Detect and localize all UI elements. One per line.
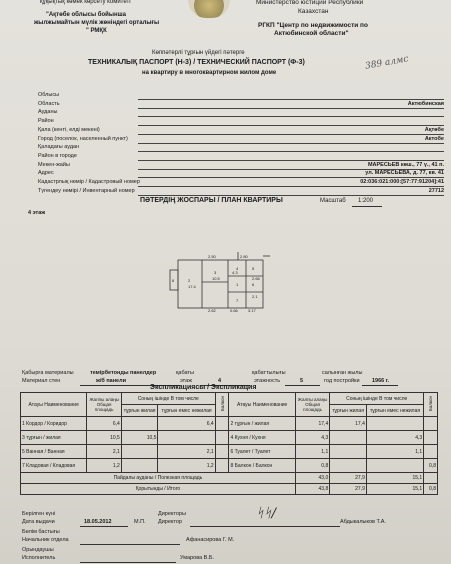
col-total-header: Жалпы алаңы Общая площадь [87, 393, 121, 417]
address-row-label: Ауданы [38, 109, 58, 116]
plan-dim: 3.17 [248, 308, 256, 313]
dept-label-kz: Бөлім бастығы [22, 529, 60, 535]
table-row: 3 тұрғын / жилая 10,5 10,5 4 Кухня / Кухня 4,3 4,3 [21, 431, 438, 445]
address-row-value: МАРЕСЬЕВ көш., 77 ү., 41 п. [367, 161, 444, 168]
dept-label-ru: Начальник отдела [22, 537, 69, 543]
address-row-label: Область [38, 100, 60, 107]
address-row-label: Адрес [38, 170, 54, 177]
state-emblem-icon [188, 0, 230, 18]
floor-plan [168, 252, 278, 314]
title-line1: Көппәтерлі тұрғын үйдегі пәтерге [152, 50, 245, 56]
col-name-header: Атауы Наименование [21, 393, 87, 417]
room-label: 2 [188, 278, 191, 283]
director-name: Абдыкалыков Т.А. [340, 519, 386, 525]
stamp-place: М.П. [134, 519, 146, 525]
explication-table [20, 392, 438, 495]
address-row [38, 153, 444, 161]
address-row [38, 144, 444, 152]
room-label: 7 [236, 298, 239, 303]
header-right-line4: Актюбинской области" [274, 30, 349, 37]
floor-label: 4 этаж [28, 210, 46, 216]
useful-area-row: Пайдалы ауданы / Полезная площадь 43,0 27,9 15,1 [21, 473, 438, 484]
address-row [38, 127, 444, 135]
wall-material-label-kz: Қабырға материалы [22, 370, 74, 376]
title-line3: на квартиру в многоквартирном жилом доме [142, 70, 277, 76]
floor-label-ru: этаж [180, 378, 192, 384]
plan-dim: 17.4 [188, 284, 196, 289]
handwritten-note: 389 алмс [364, 54, 410, 72]
address-row [38, 136, 444, 144]
exec-name: Умарова В.Б. [180, 555, 214, 561]
header-right-line2: Казахстан [298, 8, 329, 15]
address-row-label: Қала (кенті, елді мекені) [38, 126, 100, 133]
col-living-header: тұрғын жилая [330, 405, 367, 417]
plan-dim: 2.62 [208, 308, 216, 313]
plan-dim: 2.66 [252, 276, 260, 281]
address-row-value: Актобе [424, 135, 444, 142]
wall-material-value-kz: темірбетонды панелдер [90, 370, 157, 376]
plan-dim: 0.66 [230, 308, 238, 313]
explication-title: Экспликациясы / Экспликация [150, 384, 257, 391]
col-balcony-header: Балкон [215, 393, 229, 417]
storeys-label-ru: этажность [254, 378, 281, 384]
address-row-label: Қаладағы аудан [38, 144, 80, 151]
address-row-value: 02:036:021:000:[57:77:91204]:41 [360, 179, 444, 185]
title-line2: ТЕХНИКАЛЫҚ ПАСПОРТ (Н-3) / ТЕХНИЧЕСКИЙ ПАСПОРТ (Ф-3) [88, 59, 305, 66]
scale-label: Масштаб [320, 198, 346, 204]
address-row-label: Кадастрлық нөмір / Кадастровый номер [38, 179, 140, 185]
address-row [38, 170, 444, 178]
header-left-line1: құқықтық көмек көрсету комитеті [40, 0, 131, 5]
wall-material-label-ru: Материал стен [22, 378, 61, 384]
storeys-label-kz: қабаттылығы [252, 370, 286, 376]
table-row: 7 Кладовая / Кладовая 1,2 1,2 8 Балкон / Балкон 0,8 0,8 [21, 459, 438, 473]
director-label-ru: Директор [158, 519, 182, 525]
issued-label-ru: Дата выдачи [22, 519, 55, 525]
wall-material-value-ru: ж/б панели [96, 378, 126, 384]
col-balcony-header: Балкон [424, 393, 438, 417]
address-row-label: Мекен-жайы [38, 161, 70, 168]
year-label-kz: салынған жылы [322, 370, 363, 376]
address-row-value: 27712 [428, 187, 444, 194]
header-left-line4: " РМҚК [86, 28, 107, 34]
col-incl-header: Соның ішінде В том числе [121, 393, 215, 405]
address-row-label: Район в городе [38, 152, 77, 159]
col-name-header: Атауы Наименование [229, 393, 295, 417]
table-row: 5 Ванная / Ванная 2,1 2,1 6 Туалет / Туалет 1,1 1,1 [21, 445, 438, 459]
address-row [38, 188, 444, 196]
header-right-line1: Министерство юстиции Республики [256, 0, 364, 6]
plan-dim: 4.3 [232, 270, 238, 275]
col-nonliving-header: тұрғын емес нежилая [158, 405, 215, 417]
address-row-value: Актюбинская [407, 100, 444, 107]
total-row: Қорытынды / Итого 43,8 27,9 15,1 0,8 [21, 484, 438, 495]
year-value: 1966 г. [372, 378, 390, 384]
col-total-header: Жалпы алаңы Общая площадь [295, 393, 329, 417]
room-label: 8 [172, 278, 175, 283]
plan-title: ПӘТЕРДІҢ ЖОСПАРЫ / ПЛАН КВАРТИРЫ [140, 197, 283, 204]
floor-value: 4 [218, 378, 222, 384]
dept-name: Афанасирова Г. М. [186, 537, 235, 543]
room-label: 3 [214, 270, 217, 275]
address-row [38, 162, 444, 170]
address-row-label: Түгендеу нөмірі / Инвентарный номер [38, 187, 135, 194]
header-left-line3: жылжымайтын мүлік жөніндегі орталығы [34, 20, 160, 26]
plan-dim: 2.80 [240, 254, 248, 259]
room-label: 4 [236, 266, 239, 271]
plan-dim: 2.1 [252, 294, 258, 299]
director-signature: ᛋᛋ/ [256, 506, 276, 521]
address-row-label: Облысы [38, 92, 60, 98]
room-label: 1 [236, 282, 239, 287]
year-label-ru: год постройки [324, 378, 360, 384]
address-row-value: ул. МАРЕСЬЕВА, д. 77, кв. 41 [365, 170, 444, 177]
storeys-value: 5 [300, 378, 304, 384]
issued-date: 18.05.2012 [84, 519, 112, 525]
address-row [38, 92, 444, 100]
address-row [38, 101, 444, 109]
scale-value: 1:200 [358, 198, 374, 204]
address-row-label: Город (поселок, населенный пункт) [38, 135, 128, 142]
header-left-line2: "Ақтөбе облысы бойынша [46, 12, 126, 18]
address-row [38, 118, 444, 126]
address-row [38, 179, 444, 187]
floor-label-kz: қабаты [176, 370, 194, 376]
address-row-label: Район [38, 118, 54, 125]
header-right-line3: РГКП "Центр по недвижимости по [258, 22, 368, 29]
director-label-kz: Директоры [158, 511, 186, 517]
address-row-value: Ақтөбе [424, 126, 444, 133]
address-row [38, 109, 444, 117]
exec-label-kz: Орындаушы [22, 547, 54, 553]
plan-dim: 2.50 [208, 254, 216, 259]
room-label: 5 [252, 266, 255, 271]
plan-dim: 10.5 [212, 276, 220, 281]
table-row: 1 Кордор / Коридор 6,4 6,4 2 тұрғын / жилая 17,4 17,4 [21, 417, 438, 431]
issued-label-kz: Берілген күні [22, 511, 56, 517]
col-living-header: тұрғын жилая [121, 405, 158, 417]
col-incl-header: Соның ішінде В том числе [330, 393, 424, 405]
col-nonliving-header: тұрғын емес нежилая [366, 405, 423, 417]
room-label: 6 [252, 282, 255, 287]
exec-label-ru: Исполнитель [22, 555, 56, 561]
